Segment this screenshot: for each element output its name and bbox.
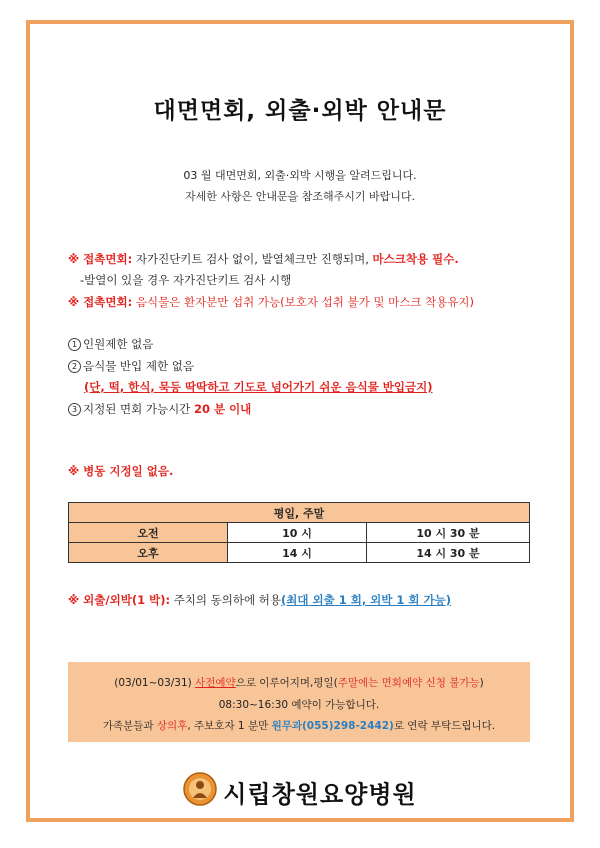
notice-text: (03/01~03/31) [114,677,196,689]
number-badge: 2 [68,360,81,373]
notice-text: ) [479,677,484,689]
fever-note: -발열이 있을 경우 자가진단키트 검사 시행 [80,273,292,287]
table-row [69,543,530,563]
outing-limit: (최대 외출 1 회, 외박 1 회 가능) [281,593,451,607]
outing-rule [68,592,451,608]
rule-text: 음식물은 환자분만 섭취 가능(보호자 섭취 불가 및 마스크 착용유지) [132,295,475,309]
notice-line-1 [68,675,530,690]
ward-note: ※ 병동 지정일 없음. [68,464,174,478]
hospital-name: 시립창원요양병원 [223,780,417,809]
hospital-logo [0,772,600,812]
notice-text: 가족분들과 [102,720,157,732]
weekend-unavailable: 주말에는 면회예약 신청 불가능 [337,677,480,689]
item-text: 음식물 반입 제한 없음 [83,359,194,373]
rule-prefix: ※ 접촉면회: [68,295,133,309]
end-cell: 14 시 30 분 [367,543,530,563]
number-badge: 3 [68,403,81,416]
period-cell: 오후 [69,543,228,563]
table-row [69,523,530,543]
notice-line-2: 08:30~16:30 예약이 가능합니다. [218,699,380,711]
mask-required: 마스크착용 필수. [372,252,459,266]
list-item-2 [68,358,194,374]
intro-line-1: 03 월 대면면회, 외출·외박 시행을 알려드립니다. [183,169,417,182]
time-limit: 20 분 이내 [193,402,252,416]
food-restriction-note: (단, 떡, 한식, 묵등 딱딱하고 기도로 넘어가기 쉬운 음식물 반입금지) [84,380,433,394]
list-item-1 [68,336,153,352]
advance-reservation: 사전예약 [195,677,236,689]
intro-line-2: 자세한 사항은 안내문을 참조해주시기 바랍니다. [184,190,415,203]
number-badge: 1 [68,338,81,351]
after-consult: 상의후 [156,720,188,732]
table-header-row [69,503,530,523]
outing-prefix: ※ 외출/외박(1 박): [68,593,171,607]
contact-visit-rule-1 [68,251,459,267]
contact-number: 원무과(055)298-2442) [271,720,394,732]
outing-text: 주치의 동의하에 허용 [170,593,281,607]
rule-text: 자가진단키트 검사 없이, 발열체크만 진행되며, [132,252,373,266]
rule-prefix: ※ 접촉면회: [68,252,133,266]
list-item-3 [68,401,251,417]
contact-visit-rule-2 [68,294,474,310]
page-title: 대면면회, 외출·외박 안내문 [153,98,447,124]
reservation-notice [68,662,530,742]
table-header: 평일, 주말 [69,503,530,523]
notice-text: 로 연락 부탁드립니다. [393,720,496,732]
item-text: 인원제한 없음 [83,337,154,351]
end-cell: 10 시 30 분 [367,523,530,543]
start-cell: 10 시 [228,523,367,543]
period-cell: 오전 [69,523,228,543]
hospital-emblem-icon [183,772,217,812]
notice-text: , 주보호자 1 분만 [187,720,272,732]
item-text: 지정된 면회 가능시간 [83,402,194,416]
notice-text: 으로 이루어지며,평일( [235,677,338,689]
schedule-table [68,502,530,563]
start-cell: 14 시 [228,543,367,563]
notice-line-3 [68,718,530,733]
